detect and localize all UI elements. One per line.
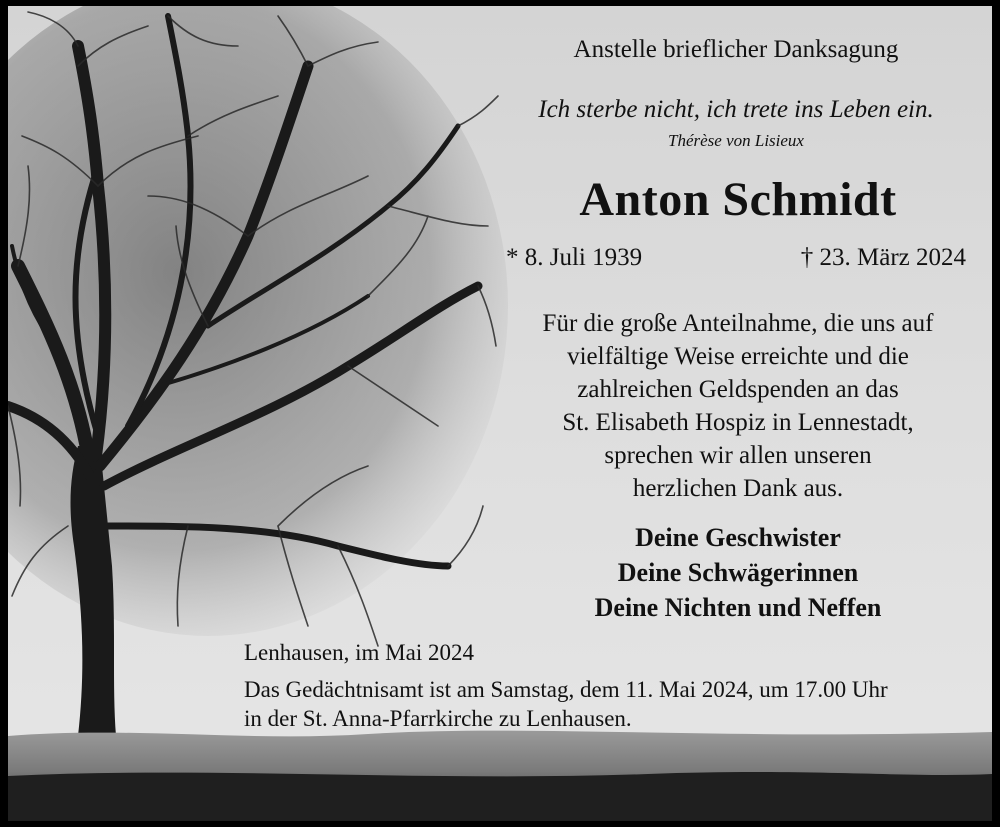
quote-text: Ich sterbe nicht, ich trete ins Leben ein. [538, 96, 934, 123]
birth-date: * 8. Juli 1939 [506, 244, 643, 271]
thanks-line: herzlichen Dank aus. [632, 475, 844, 502]
notice-line: in der St. Anna-Pfarrkirche zu Lenhausen. [244, 706, 632, 731]
thanks-line: zahlreichen Geldspenden an das [577, 376, 899, 403]
place-date: Lenhausen, im Mai 2024 [244, 640, 474, 665]
signature-line: Deine Geschwister [635, 523, 841, 552]
death-date: † 23. März 2024 [800, 244, 966, 271]
thanks-line: St. Elisabeth Hospiz in Lennestadt, [562, 409, 914, 436]
signatures [478, 520, 992, 625]
signature-line: Deine Nichten und Neffen [594, 593, 882, 622]
intro-heading: Anstelle brieflicher Danksagung [573, 36, 899, 63]
thanks-line: sprechen wir allen unseren [604, 442, 872, 469]
memorial-notice [244, 675, 888, 733]
thanks-line: Für die große Anteilnahme, die uns auf [542, 310, 934, 337]
notice-canvas [8, 6, 992, 821]
notice-line: Das Gedächtnisamt ist am Samstag, dem 11. Mai 2024, um 17.00 Uhr [244, 677, 888, 702]
thanks-line: vielfältige Weise erreichte und die [567, 343, 909, 370]
deceased-name: Anton Schmidt [579, 173, 897, 226]
signature-line: Deine Schwägerinnen [617, 558, 859, 587]
quote-author: Thérèse von Lisieux [668, 131, 804, 150]
thanks-paragraph [478, 307, 992, 505]
